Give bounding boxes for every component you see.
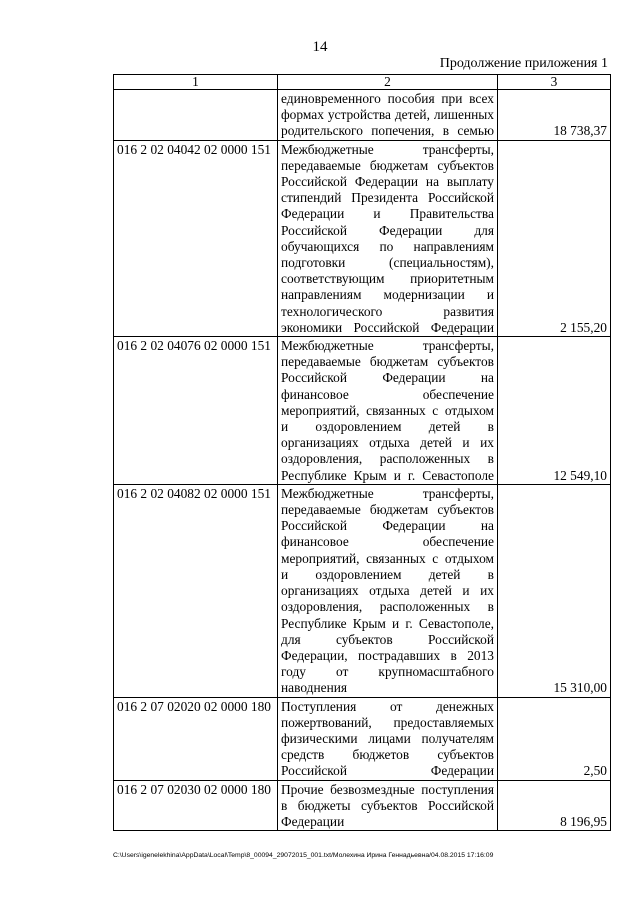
row-description: Межбюджетные трансферты, передаваемые бюджетам субъектов Российской Федерации на выплату стипендий Президента Российской Федерации и Правительства Российской Федерации для обучающихся по направлениям подготовки (специальностям), соответствующим приоритетным направлениям модернизации и технологического развития экономики Российской Федерации: [278, 140, 498, 336]
row-amount: 15 310,00: [498, 484, 611, 697]
row-description: Поступления от денежных пожертвований, предоставляемых физическими лицами получателям средств бюджетов субъектов Российской Федерации: [278, 697, 498, 780]
row-code: 016 2 02 04076 02 0000 151: [114, 337, 278, 485]
page-number: 14: [312, 39, 328, 55]
row-amount: 2,50: [498, 697, 611, 780]
header-col-3: 3: [498, 75, 611, 90]
row-description: Межбюджетные трансферты, передаваемые бюджетам субъектов Российской Федерации на финансовое обеспечение мероприятий, связанных с отдыхом и оздоровлением детей в организациях отдыха детей и их оздоровления, расположенных в Республике Крым и г. Севастополе, для субъектов Российской Федерации, пострадавших в 2013 году от крупномасштабного наводнения: [278, 484, 498, 697]
row-code: 016 2 07 02020 02 0000 180: [114, 697, 278, 780]
footer-file-path: C:\Users\igenelekhina\AppData\Local\Temp\8_00094_29072015_001.txt/Молехина Ирина Геннадьевна/04.08.2015 17:16:09: [113, 852, 494, 859]
row-code: [114, 90, 278, 141]
table-row: [114, 140, 611, 336]
row-description: единовременного пособия при всех формах устройства детей, лишенных родительского попечения, в семью: [278, 90, 498, 141]
table-row: [114, 780, 611, 831]
table-row: [114, 697, 611, 780]
appendix-table: [113, 74, 611, 831]
row-code: 016 2 02 04042 02 0000 151: [114, 140, 278, 336]
row-amount: 2 155,20: [498, 140, 611, 336]
row-code: 016 2 07 02030 02 0000 180: [114, 780, 278, 831]
header-col-1: 1: [114, 75, 278, 90]
continuation-title: Продолжение приложения 1: [439, 56, 608, 71]
row-code: 016 2 02 04082 02 0000 151: [114, 484, 278, 697]
header-col-2: 2: [278, 75, 498, 90]
table-row: [114, 484, 611, 697]
row-description: Межбюджетные трансферты, передаваемые бюджетам субъектов Российской Федерации на финансовое обеспечение мероприятий, связанных с отдыхом и оздоровлением детей в организациях отдыха детей и их оздоровления, расположенных в Республике Крым и г. Севастополе: [278, 337, 498, 485]
row-amount: 8 196,95: [498, 780, 611, 831]
row-amount: 12 549,10: [498, 337, 611, 485]
table-row: [114, 90, 611, 141]
row-amount: 18 738,37: [498, 90, 611, 141]
row-description: Прочие безвозмездные поступления в бюджеты субъектов Российской Федерации: [278, 780, 498, 831]
table-row: [114, 337, 611, 485]
table-header-row: [114, 75, 611, 90]
